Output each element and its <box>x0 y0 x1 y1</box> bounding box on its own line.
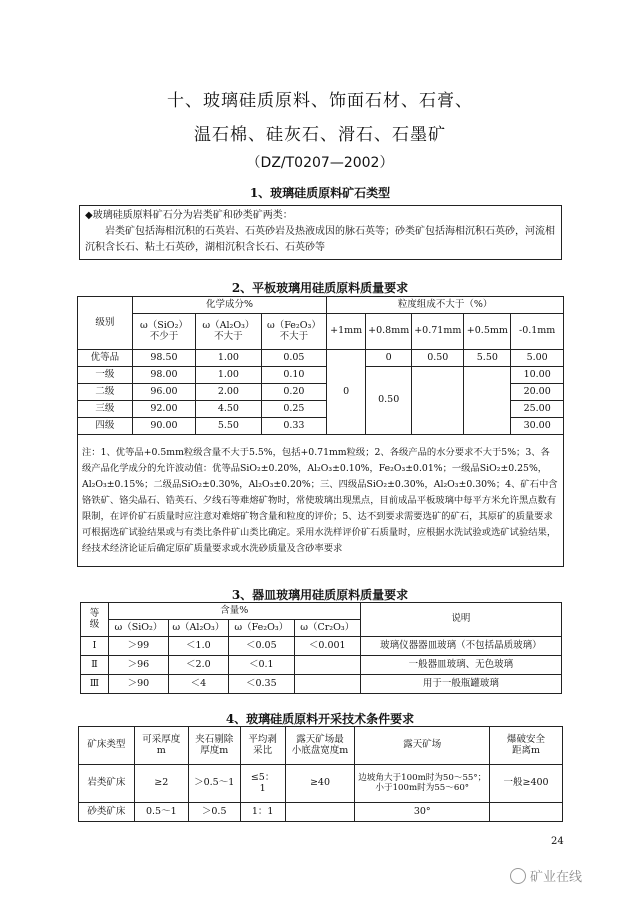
header-safe: 爆破安全 距离m <box>490 727 563 765</box>
header-ratio: 平均剥 采比 <box>240 727 285 765</box>
standard-code: （DZ/T0207—2002） <box>246 155 394 171</box>
watermark-text: 矿业在线 <box>530 870 583 885</box>
header-size-1mm: +1mm <box>327 314 366 350</box>
header-grade: 等 级 <box>81 603 109 637</box>
header-cr2o3: ω（Cr₂O₃） <box>294 620 360 637</box>
table-row: 二级 96.00 2.00 0.20 20.00 <box>78 384 564 401</box>
header-content: 含量% <box>108 603 360 620</box>
ore-type-box <box>79 205 562 260</box>
header-strip: 夹石剔除 厚度m <box>188 727 240 765</box>
main-title-line2: 温石棉、硅灰石、滑石、石墨矿 <box>194 125 446 145</box>
table-row: 砂类矿床 0.5～1 ＞0.5 1：1 30° <box>79 803 563 822</box>
ore-type-text1: ◆玻璃硅质原料矿石分为岩类矿和砂类矿两类： <box>85 210 293 221</box>
table-row: 岩类矿床 ≥2 ＞0.5～1 ≤5： 1 ≥40 边坡角大于100m时为50～55°； 小于100m时为55～60° 一般≥400 <box>79 765 563 803</box>
vessel-glass-table <box>80 602 562 694</box>
header-fe2o3: ω（Fe₂O₃） <box>228 620 294 637</box>
main-title-line1: 十、玻璃硅质原料、饰面石材、石膏、 <box>167 91 473 111</box>
header-size-08mm: +0.8mm <box>366 314 412 350</box>
watermark <box>510 866 582 885</box>
header-size-071mm: +0.71mm <box>412 314 464 350</box>
table-row: 四级 90.00 5.50 0.33 30.00 <box>78 418 564 435</box>
section2-title: 2、平板玻璃用硅质原料质量要求 <box>231 281 409 295</box>
flat-glass-table <box>77 296 564 567</box>
table-row: Ⅱ ＞96 ＜2.0 ＜0.1 一般器皿玻璃、无色玻璃 <box>81 656 562 675</box>
wechat-icon <box>510 868 526 884</box>
header-chem: 化学成分% <box>132 297 326 314</box>
ore-type-text2: 岩类矿包括海相沉积的石英岩、石英砂岩及热液成因的脉石英等；砂类矿包括海相沉积石英砂，河流相沉积含长石、粘土石英砂，湖相沉积含长石、石英砂等 <box>85 226 555 253</box>
header-size-minus01mm: -0.1mm <box>511 314 564 350</box>
flat-glass-note: 注：1、优等品+0.5mm粒级含量不大于5.5%，包括+0.71mm粒级；2、各级产品的水分要求不大于5%；3、各级产品化学成分的允许波动值：优等品SiO₂±0.20%，Al₂O₃±0.10%，Fe₂O₃±0.01%；一级品SiO₂±0.25%，Al₂O₃±0.15%；二级品SiO₂±0.30%，Al₂O₃±0.20%；三、四级品SiO₂±0.30%，Al₂O₃±0.30%；4、矿石中含铬铁矿、铬尖晶石、锆英石、夕线石等难熔矿物时，常使玻璃出现黑点，目前成品平板玻璃中每平方米允许黑点数有限制，在评价矿石质量时应注意对难熔矿物含量和粒度的评价；5、达不到要求需要选矿的矿石，其原矿的质量要求可根据选矿试验结果或与有类比条件矿山类比确定。采用水洗样评价矿石质量时，应根据水洗试验或选矿试验结果，经技术经济论证后确定原矿质量要求或水洗砂质量及含砂率要求 <box>78 435 564 567</box>
header-grade: 级别 <box>78 297 133 350</box>
header-desc: 说明 <box>360 603 561 637</box>
header-al2o3: ω（Al₂O₃） <box>168 620 228 637</box>
header-al2o3: ω（Al₂O₃） 不大于 <box>196 314 261 350</box>
header-pit: 露天矿场 <box>355 727 490 765</box>
header-thickness: 可采厚度 m <box>134 727 188 765</box>
table-row: 一级 98.00 1.00 0.10 0.50 10.00 <box>78 367 564 384</box>
header-sio2: ω（SiO₂） <box>108 620 168 637</box>
size-08mm-value: 0.50 <box>366 367 412 435</box>
table-row: 三级 92.00 4.50 0.25 25.00 <box>78 401 564 418</box>
header-sio2: ω（SiO₂） 不少于 <box>132 314 195 350</box>
section1-title: 1、玻璃硅质原料矿石类型 <box>249 186 391 200</box>
section3-title: 3、器皿玻璃用硅质原料质量要求 <box>231 588 409 602</box>
mining-conditions-table <box>78 726 563 822</box>
header-size-05mm: +0.5mm <box>464 314 511 350</box>
header-size: 粒度组成不大于（%） <box>327 297 564 314</box>
header-type: 矿床类型 <box>79 727 135 765</box>
table-row: Ⅰ ＞99 ＜1.0 ＜0.05 ＜0.001 玻璃仪器器皿玻璃（不包括晶质玻璃） <box>81 637 562 656</box>
table-row: Ⅲ ＞90 ＜4 ＜0.35 用于一般瓶罐玻璃 <box>81 675 562 694</box>
section4-title: 4、玻璃硅质原料开采技术条件要求 <box>225 712 415 726</box>
table-row: 优等品 98.50 1.00 0.05 0 0 0.50 5.50 5.00 <box>78 350 564 367</box>
size-1mm-value: 0 <box>327 350 366 435</box>
page-number: 24 <box>551 836 564 847</box>
header-fe2o3: ω（Fe₂O₃） 不大于 <box>261 314 327 350</box>
header-width: 露天矿场最 小底盘宽度m <box>285 727 355 765</box>
